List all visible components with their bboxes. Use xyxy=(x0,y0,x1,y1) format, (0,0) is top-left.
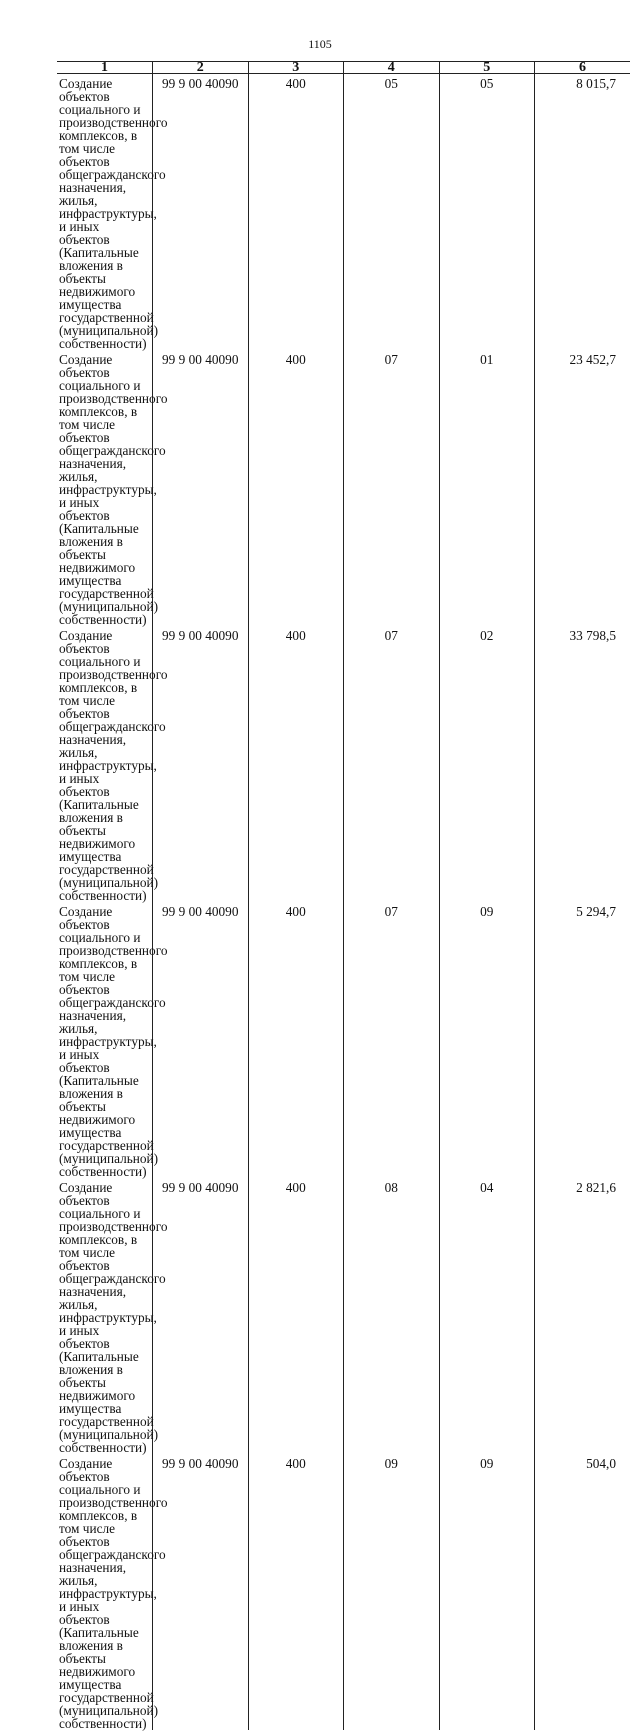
row-target-code: 99 9 00 40090 xyxy=(153,626,249,902)
row-section: 08 xyxy=(344,1178,440,1454)
table-row xyxy=(57,902,630,1178)
row-expense-type: 400 xyxy=(248,74,344,351)
row-amount: 504,0 xyxy=(535,1454,631,1730)
row-name-text: Создание объектов социального и производственного комплексов, в том числе объектов общегражданского назначения, жилья, инфраструктуры, и иных объектов (Капитальные вложения в объекты недвижимого имущества государственной (муниципальной) собственности) xyxy=(59,1456,168,1731)
row-expense-type: 400 xyxy=(248,350,344,626)
header-col-1: 1 xyxy=(57,62,153,74)
row-amount: 33 798,5 xyxy=(535,626,631,902)
row-name xyxy=(57,1178,168,1455)
header-col-2: 2 xyxy=(153,62,249,74)
row-name xyxy=(57,902,168,1179)
row-subsection: 09 xyxy=(439,1454,535,1730)
header-col-6: 6 xyxy=(535,62,631,74)
row-name-text: Создание объектов социального и производственного комплексов, в том числе объектов общегражданского назначения, жилья, инфраструктуры, и иных объектов (Капитальные вложения в объекты недвижимого имущества государственной (муниципальной) собственности) xyxy=(59,76,168,351)
row-amount: 5 294,7 xyxy=(535,902,631,1178)
row-name-text: Создание объектов социального и производственного комплексов, в том числе объектов общегражданского назначения, жилья, инфраструктуры, и иных объектов (Капитальные вложения в объекты недвижимого имущества государственной (муниципальной) собственности) xyxy=(59,352,168,627)
row-name-text: Создание объектов социального и производственного комплексов, в том числе объектов общегражданского назначения, жилья, инфраструктуры, и иных объектов (Капитальные вложения в объекты недвижимого имущества государственной (муниципальной) собственности) xyxy=(59,1180,168,1455)
row-section: 07 xyxy=(344,902,440,1178)
row-name xyxy=(57,1454,168,1731)
table-row xyxy=(57,1454,630,1730)
row-expense-type: 400 xyxy=(248,902,344,1178)
row-target-code: 99 9 00 40090 xyxy=(153,902,249,1178)
header-col-5: 5 xyxy=(439,62,535,74)
row-amount: 2 821,6 xyxy=(535,1178,631,1454)
row-target-code: 99 9 00 40090 xyxy=(153,1454,249,1730)
budget-table xyxy=(57,61,630,1730)
row-name xyxy=(57,626,168,903)
table-row xyxy=(57,626,630,902)
row-name xyxy=(57,74,168,351)
table-row xyxy=(57,74,630,351)
row-subsection: 05 xyxy=(439,74,535,351)
row-subsection: 01 xyxy=(439,350,535,626)
row-amount: 8 015,7 xyxy=(535,74,631,351)
row-name-text: Создание объектов социального и производственного комплексов, в том числе объектов общегражданского назначения, жилья, инфраструктуры, и иных объектов (Капитальные вложения в объекты недвижимого имущества государственной (муниципальной) собственности) xyxy=(59,904,168,1179)
row-expense-type: 400 xyxy=(248,1454,344,1730)
table-header-row xyxy=(57,62,630,74)
header-col-4: 4 xyxy=(344,62,440,74)
row-name-text: Создание объектов социального и производственного комплексов, в том числе объектов общегражданского назначения, жилья, инфраструктуры, и иных объектов (Капитальные вложения в объекты недвижимого имущества государственной (муниципальной) собственности) xyxy=(59,628,168,903)
page-number: 1105 xyxy=(308,37,332,51)
row-section: 07 xyxy=(344,626,440,902)
row-expense-type: 400 xyxy=(248,1178,344,1454)
row-section: 09 xyxy=(344,1454,440,1730)
row-subsection: 09 xyxy=(439,902,535,1178)
row-expense-type: 400 xyxy=(248,626,344,902)
row-target-code: 99 9 00 40090 xyxy=(153,74,249,351)
table-row xyxy=(57,1178,630,1454)
table-row xyxy=(57,350,630,626)
row-section: 05 xyxy=(344,74,440,351)
row-name xyxy=(57,350,168,627)
header-col-3: 3 xyxy=(248,62,344,74)
row-section: 07 xyxy=(344,350,440,626)
row-subsection: 04 xyxy=(439,1178,535,1454)
row-target-code: 99 9 00 40090 xyxy=(153,1178,249,1454)
row-amount: 23 452,7 xyxy=(535,350,631,626)
row-subsection: 02 xyxy=(439,626,535,902)
row-target-code: 99 9 00 40090 xyxy=(153,350,249,626)
